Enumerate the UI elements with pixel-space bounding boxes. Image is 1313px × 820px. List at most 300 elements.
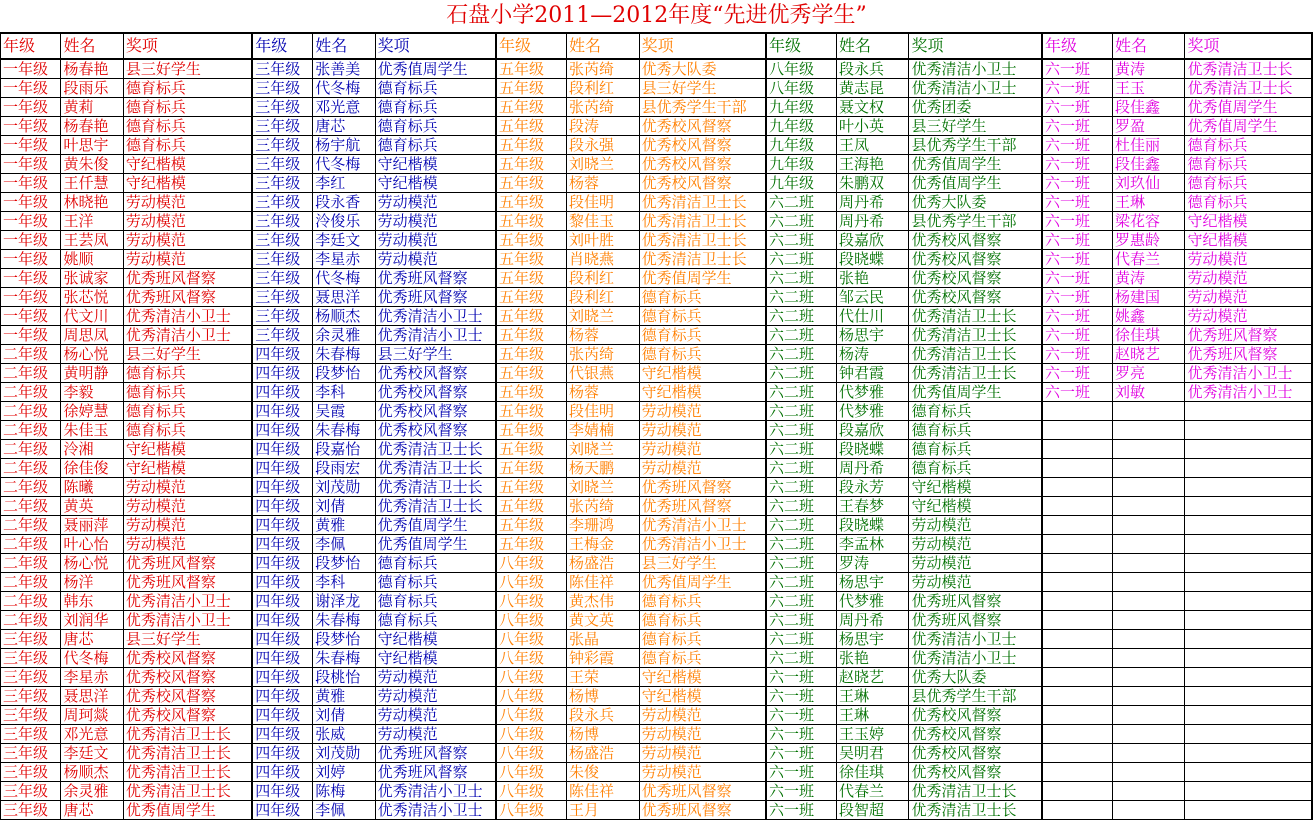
cell-grade: 九年级 <box>766 117 837 136</box>
cell-name: 代银燕 <box>567 364 640 383</box>
cell-award: 优秀值周学生 <box>909 383 1042 402</box>
cell-grade: 四年级 <box>252 478 312 497</box>
cell-name: 陈梅 <box>313 782 375 801</box>
cell-award: 优秀班风督察 <box>639 478 766 497</box>
cell-grade: 五年级 <box>496 307 567 326</box>
empty-cell <box>1042 440 1113 459</box>
table-row <box>1 269 1313 288</box>
cell-grade: 六二班 <box>766 440 837 459</box>
cell-grade: 六二班 <box>766 364 837 383</box>
cell-name: 张善美 <box>313 59 375 79</box>
cell-name: 代冬梅 <box>313 269 375 288</box>
cell-award: 优秀值周学生 <box>1185 98 1312 117</box>
cell-name: 罗涛 <box>836 554 909 573</box>
cell-award: 德育标兵 <box>123 421 252 440</box>
cell-award: 德育标兵 <box>123 98 252 117</box>
empty-cell <box>1042 763 1113 782</box>
cell-grade: 六一班 <box>1042 212 1113 231</box>
cell-grade: 五年级 <box>496 117 567 136</box>
table-row <box>1 59 1313 79</box>
cell-award: 优秀校风督察 <box>909 231 1042 250</box>
cell-grade: 六一班 <box>1042 383 1113 402</box>
cell-name: 段雨乐 <box>61 79 123 98</box>
cell-grade: 五年级 <box>496 250 567 269</box>
cell-grade: 三年级 <box>1 687 61 706</box>
header-award: 奖项 <box>1185 33 1312 59</box>
cell-name: 杨博 <box>567 725 640 744</box>
empty-cell <box>1112 440 1185 459</box>
cell-name: 段利红 <box>567 288 640 307</box>
table-row <box>1 592 1313 611</box>
cell-name: 李佩 <box>313 801 375 820</box>
cell-name: 叶思宇 <box>61 136 123 155</box>
cell-grade: 四年级 <box>252 516 312 535</box>
cell-grade: 六一班 <box>766 782 837 801</box>
cell-award: 优秀值周学生 <box>375 516 496 535</box>
cell-name: 杨思宇 <box>836 326 909 345</box>
cell-grade: 六一班 <box>1042 364 1113 383</box>
cell-name: 杨天鹏 <box>567 459 640 478</box>
cell-award: 优秀班风督察 <box>639 782 766 801</box>
cell-award: 优秀清洁小卫士 <box>375 326 496 345</box>
cell-name: 段桃怡 <box>313 668 375 687</box>
cell-grade: 八年级 <box>496 630 567 649</box>
cell-grade: 八年级 <box>496 801 567 820</box>
cell-grade: 三年级 <box>1 763 61 782</box>
empty-cell <box>1112 763 1185 782</box>
cell-award: 劳动模范 <box>909 573 1042 592</box>
cell-award: 劳动模范 <box>375 668 496 687</box>
empty-cell <box>1185 478 1312 497</box>
cell-grade: 九年级 <box>766 98 837 117</box>
cell-grade: 八年级 <box>496 554 567 573</box>
cell-grade: 四年级 <box>252 459 312 478</box>
empty-cell <box>1185 801 1312 820</box>
table-row <box>1 440 1313 459</box>
cell-grade: 一年级 <box>1 193 61 212</box>
cell-award: 德育标兵 <box>1185 193 1312 212</box>
cell-award: 德育标兵 <box>375 79 496 98</box>
cell-grade: 五年级 <box>496 345 567 364</box>
empty-cell <box>1042 706 1113 725</box>
cell-grade: 六二班 <box>766 459 837 478</box>
cell-name: 杜佳丽 <box>1112 136 1185 155</box>
cell-award: 劳动模范 <box>1185 288 1312 307</box>
cell-name: 段永兵 <box>836 59 909 79</box>
cell-award: 德育标兵 <box>123 402 252 421</box>
cell-award: 优秀班风督察 <box>123 554 252 573</box>
cell-award: 德育标兵 <box>909 402 1042 421</box>
empty-cell <box>1112 516 1185 535</box>
cell-grade: 六二班 <box>766 250 837 269</box>
cell-name: 黄英 <box>61 497 123 516</box>
cell-grade: 六一班 <box>1042 79 1113 98</box>
cell-grade: 三年级 <box>1 649 61 668</box>
header-grade: 年级 <box>766 33 837 59</box>
cell-name: 黄朱俊 <box>61 155 123 174</box>
table-row <box>1 725 1313 744</box>
cell-award: 优秀值周学生 <box>1185 117 1312 136</box>
cell-name: 王仟慧 <box>61 174 123 193</box>
empty-cell <box>1042 497 1113 516</box>
cell-grade: 六二班 <box>766 288 837 307</box>
page-title: 石盘小学2011—2012年度“先进优秀学生” <box>446 3 867 28</box>
cell-name: 段嘉欣 <box>836 421 909 440</box>
header-grade: 年级 <box>496 33 567 59</box>
cell-name: 代文川 <box>61 307 123 326</box>
empty-cell <box>1185 782 1312 801</box>
cell-grade: 三年级 <box>1 744 61 763</box>
cell-grade: 四年级 <box>252 592 312 611</box>
cell-award: 县三好学生 <box>639 79 766 98</box>
award-table <box>0 32 1313 820</box>
cell-award: 优秀班风督察 <box>375 288 496 307</box>
cell-award: 劳动模范 <box>375 250 496 269</box>
cell-name: 段佳明 <box>567 402 640 421</box>
cell-grade: 八年级 <box>496 744 567 763</box>
cell-award: 劳动模范 <box>375 706 496 725</box>
empty-cell <box>1112 744 1185 763</box>
cell-grade: 四年级 <box>252 763 312 782</box>
cell-award: 优秀清洁卫士长 <box>123 725 252 744</box>
cell-name: 钟彩霞 <box>567 649 640 668</box>
cell-grade: 三年级 <box>1 668 61 687</box>
cell-name: 张艳 <box>836 269 909 288</box>
cell-name: 叶心怡 <box>61 535 123 554</box>
cell-award: 德育标兵 <box>375 117 496 136</box>
cell-name: 吴霞 <box>313 402 375 421</box>
cell-name: 段佳明 <box>567 193 640 212</box>
cell-grade: 八年级 <box>766 79 837 98</box>
cell-award: 守纪楷模 <box>639 668 766 687</box>
table-row <box>1 421 1313 440</box>
empty-cell <box>1185 611 1312 630</box>
cell-grade: 四年级 <box>252 497 312 516</box>
empty-cell <box>1185 763 1312 782</box>
cell-name: 周丹希 <box>836 611 909 630</box>
cell-name: 李孟林 <box>836 535 909 554</box>
header-award: 奖项 <box>909 33 1042 59</box>
cell-name: 杨涛 <box>836 345 909 364</box>
cell-name: 刘茂勋 <box>313 478 375 497</box>
cell-award: 优秀清洁小卫士 <box>375 782 496 801</box>
cell-grade: 四年级 <box>252 345 312 364</box>
empty-cell <box>1185 459 1312 478</box>
cell-name: 代仕川 <box>836 307 909 326</box>
cell-award: 优秀班风督察 <box>123 269 252 288</box>
cell-grade: 四年级 <box>252 630 312 649</box>
table-row <box>1 402 1313 421</box>
cell-grade: 六二班 <box>766 516 837 535</box>
cell-grade: 一年级 <box>1 288 61 307</box>
cell-name: 罗盈 <box>1112 117 1185 136</box>
cell-name: 黄涛 <box>1112 269 1185 288</box>
cell-name: 代梦雅 <box>836 402 909 421</box>
cell-grade: 五年级 <box>496 535 567 554</box>
header-award: 奖项 <box>375 33 496 59</box>
header-name: 姓名 <box>836 33 909 59</box>
cell-grade: 三年级 <box>252 250 312 269</box>
cell-name: 黄雅 <box>313 687 375 706</box>
table-row <box>1 782 1313 801</box>
cell-grade: 五年级 <box>496 326 567 345</box>
cell-award: 德育标兵 <box>639 345 766 364</box>
cell-name: 段嘉欣 <box>836 231 909 250</box>
cell-name: 张芮绮 <box>567 98 640 117</box>
cell-award: 优秀班风督察 <box>639 497 766 516</box>
cell-name: 林晓艳 <box>61 193 123 212</box>
cell-award: 优秀值周学生 <box>639 573 766 592</box>
empty-cell <box>1112 497 1185 516</box>
empty-cell <box>1185 497 1312 516</box>
cell-name: 张诚家 <box>61 269 123 288</box>
table-row <box>1 250 1313 269</box>
empty-cell <box>1112 687 1185 706</box>
cell-award: 优秀班风督察 <box>1185 345 1312 364</box>
cell-award: 优秀清洁小卫士 <box>375 307 496 326</box>
cell-grade: 五年级 <box>496 79 567 98</box>
cell-name: 王月 <box>567 801 640 820</box>
cell-grade: 四年级 <box>252 554 312 573</box>
cell-grade: 三年级 <box>252 212 312 231</box>
cell-name: 段嘉怡 <box>313 440 375 459</box>
cell-name: 李廷文 <box>61 744 123 763</box>
empty-cell <box>1112 630 1185 649</box>
cell-award: 优秀清洁小卫士 <box>123 307 252 326</box>
cell-name: 周丹希 <box>836 212 909 231</box>
cell-name: 杨盛浩 <box>567 744 640 763</box>
cell-grade: 六一班 <box>1042 250 1113 269</box>
empty-cell <box>1185 440 1312 459</box>
cell-award: 优秀清洁卫士长 <box>123 744 252 763</box>
cell-award: 优秀校风督察 <box>909 288 1042 307</box>
cell-name: 李红 <box>313 174 375 193</box>
cell-name: 陈佳祥 <box>567 573 640 592</box>
cell-award: 优秀清洁卫士长 <box>909 782 1042 801</box>
cell-award: 优秀大队委 <box>639 59 766 79</box>
cell-name: 邓光意 <box>313 98 375 117</box>
cell-award: 劳动模范 <box>375 231 496 250</box>
cell-grade: 二年级 <box>1 421 61 440</box>
cell-grade: 四年级 <box>252 706 312 725</box>
cell-name: 段佳鑫 <box>1112 98 1185 117</box>
cell-grade: 四年级 <box>252 725 312 744</box>
cell-award: 优秀清洁小卫士 <box>909 79 1042 98</box>
cell-award: 德育标兵 <box>639 326 766 345</box>
cell-grade: 三年级 <box>252 117 312 136</box>
cell-grade: 六一班 <box>766 725 837 744</box>
cell-grade: 六二班 <box>766 326 837 345</box>
cell-award: 优秀清洁卫士长 <box>375 478 496 497</box>
cell-name: 余灵雅 <box>61 782 123 801</box>
empty-cell <box>1112 649 1185 668</box>
cell-grade: 六二班 <box>766 478 837 497</box>
cell-name: 韩东 <box>61 592 123 611</box>
cell-award: 守纪楷模 <box>375 630 496 649</box>
cell-grade: 六一班 <box>766 668 837 687</box>
cell-grade: 一年级 <box>1 59 61 79</box>
cell-award: 优秀清洁小卫士 <box>909 649 1042 668</box>
cell-grade: 八年级 <box>496 573 567 592</box>
cell-award: 优秀清洁卫士长 <box>639 212 766 231</box>
cell-award: 德育标兵 <box>375 573 496 592</box>
cell-grade: 三年级 <box>1 801 61 820</box>
cell-name: 王洋 <box>61 212 123 231</box>
empty-cell <box>1112 402 1185 421</box>
cell-name: 聂思洋 <box>313 288 375 307</box>
cell-award: 德育标兵 <box>123 364 252 383</box>
cell-name: 李科 <box>313 383 375 402</box>
cell-grade: 五年级 <box>496 98 567 117</box>
cell-award: 优秀团委 <box>909 98 1042 117</box>
cell-award: 优秀校风督察 <box>375 383 496 402</box>
cell-name: 罗惠龄 <box>1112 231 1185 250</box>
table-row <box>1 668 1313 687</box>
empty-cell <box>1042 421 1113 440</box>
cell-grade: 一年级 <box>1 117 61 136</box>
cell-grade: 六二班 <box>766 554 837 573</box>
empty-cell <box>1185 687 1312 706</box>
cell-grade: 六一班 <box>1042 269 1113 288</box>
cell-award: 劳动模范 <box>639 459 766 478</box>
cell-name: 梁花容 <box>1112 212 1185 231</box>
cell-name: 姚鑫 <box>1112 307 1185 326</box>
cell-grade: 四年级 <box>252 649 312 668</box>
cell-name: 段晓蝶 <box>836 440 909 459</box>
table-row <box>1 364 1313 383</box>
cell-award: 劳动模范 <box>123 516 252 535</box>
cell-grade: 六二班 <box>766 307 837 326</box>
cell-grade: 二年级 <box>1 383 61 402</box>
cell-name: 杨顺杰 <box>61 763 123 782</box>
cell-name: 刘晓兰 <box>567 440 640 459</box>
cell-name: 唐芯 <box>61 801 123 820</box>
cell-grade: 三年级 <box>252 174 312 193</box>
cell-grade: 一年级 <box>1 269 61 288</box>
cell-award: 守纪楷模 <box>123 155 252 174</box>
cell-award: 劳动模范 <box>639 725 766 744</box>
cell-award: 优秀清洁卫士长 <box>375 497 496 516</box>
cell-award: 优秀清洁卫士长 <box>909 326 1042 345</box>
cell-award: 县优秀学生干部 <box>639 98 766 117</box>
cell-grade: 六二班 <box>766 269 837 288</box>
table-row <box>1 459 1313 478</box>
cell-award: 优秀班风督察 <box>375 763 496 782</box>
cell-name: 李廷文 <box>313 231 375 250</box>
cell-name: 段利红 <box>567 269 640 288</box>
cell-grade: 一年级 <box>1 212 61 231</box>
empty-cell <box>1042 725 1113 744</box>
empty-cell <box>1112 668 1185 687</box>
cell-name: 代冬梅 <box>313 79 375 98</box>
cell-name: 段雨宏 <box>313 459 375 478</box>
cell-name: 张芯悦 <box>61 288 123 307</box>
cell-award: 优秀班风督察 <box>123 288 252 307</box>
table-row <box>1 326 1313 345</box>
cell-award: 优秀校风督察 <box>909 269 1042 288</box>
cell-name: 王玉 <box>1112 79 1185 98</box>
cell-grade: 三年级 <box>1 782 61 801</box>
cell-name: 王琳 <box>836 687 909 706</box>
cell-name: 张晶 <box>567 630 640 649</box>
cell-award: 劳动模范 <box>123 193 252 212</box>
cell-award: 优秀校风督察 <box>375 402 496 421</box>
cell-award: 劳动模范 <box>1185 269 1312 288</box>
cell-award: 劳动模范 <box>123 535 252 554</box>
cell-award: 优秀班风督察 <box>123 573 252 592</box>
cell-name: 周珂燚 <box>61 706 123 725</box>
cell-award: 优秀校风督察 <box>639 174 766 193</box>
cell-award: 县三好学生 <box>909 117 1042 136</box>
header-grade: 年级 <box>252 33 312 59</box>
cell-award: 德育标兵 <box>375 554 496 573</box>
cell-name: 张芮绮 <box>567 497 640 516</box>
empty-cell <box>1112 478 1185 497</box>
cell-grade: 五年级 <box>496 421 567 440</box>
cell-award: 守纪楷模 <box>909 478 1042 497</box>
cell-award: 优秀值周学生 <box>639 269 766 288</box>
cell-name: 代梦雅 <box>836 383 909 402</box>
cell-name: 余灵雅 <box>313 326 375 345</box>
cell-award: 劳动模范 <box>1185 307 1312 326</box>
cell-name: 李星赤 <box>313 250 375 269</box>
cell-name: 黄雅 <box>313 516 375 535</box>
cell-grade: 一年级 <box>1 98 61 117</box>
cell-name: 李珊鸿 <box>567 516 640 535</box>
header-grade: 年级 <box>1042 33 1113 59</box>
cell-grade: 五年级 <box>496 231 567 250</box>
cell-name: 邹云民 <box>836 288 909 307</box>
cell-name: 陈曦 <box>61 478 123 497</box>
table-row <box>1 478 1313 497</box>
cell-grade: 八年级 <box>496 611 567 630</box>
cell-name: 赵晓艺 <box>1112 345 1185 364</box>
cell-award: 优秀清洁卫士长 <box>123 782 252 801</box>
cell-name: 段晓蝶 <box>836 516 909 535</box>
cell-name: 黄涛 <box>1112 59 1185 79</box>
empty-cell <box>1185 706 1312 725</box>
table-row <box>1 307 1313 326</box>
cell-grade: 八年级 <box>496 706 567 725</box>
cell-name: 黄志昆 <box>836 79 909 98</box>
cell-award: 守纪楷模 <box>123 174 252 193</box>
cell-grade: 二年级 <box>1 592 61 611</box>
header-award: 奖项 <box>123 33 252 59</box>
cell-name: 杨博 <box>567 687 640 706</box>
cell-grade: 四年级 <box>252 364 312 383</box>
cell-name: 李星赤 <box>61 668 123 687</box>
cell-name: 段梦怡 <box>313 630 375 649</box>
empty-cell <box>1185 516 1312 535</box>
cell-name: 朱俊 <box>567 763 640 782</box>
cell-name: 刘润华 <box>61 611 123 630</box>
cell-name: 唐芯 <box>61 630 123 649</box>
cell-name: 徐婷慧 <box>61 402 123 421</box>
cell-grade: 八年级 <box>496 782 567 801</box>
empty-cell <box>1042 573 1113 592</box>
cell-name: 王琳 <box>1112 193 1185 212</box>
cell-grade: 二年级 <box>1 345 61 364</box>
table-row <box>1 763 1313 782</box>
cell-award: 德育标兵 <box>375 592 496 611</box>
empty-cell <box>1112 554 1185 573</box>
table-row <box>1 630 1313 649</box>
table-row <box>1 98 1313 117</box>
cell-award: 守纪楷模 <box>375 174 496 193</box>
cell-grade: 八年级 <box>496 649 567 668</box>
cell-name: 黄文英 <box>567 611 640 630</box>
cell-name: 泠俊乐 <box>313 212 375 231</box>
